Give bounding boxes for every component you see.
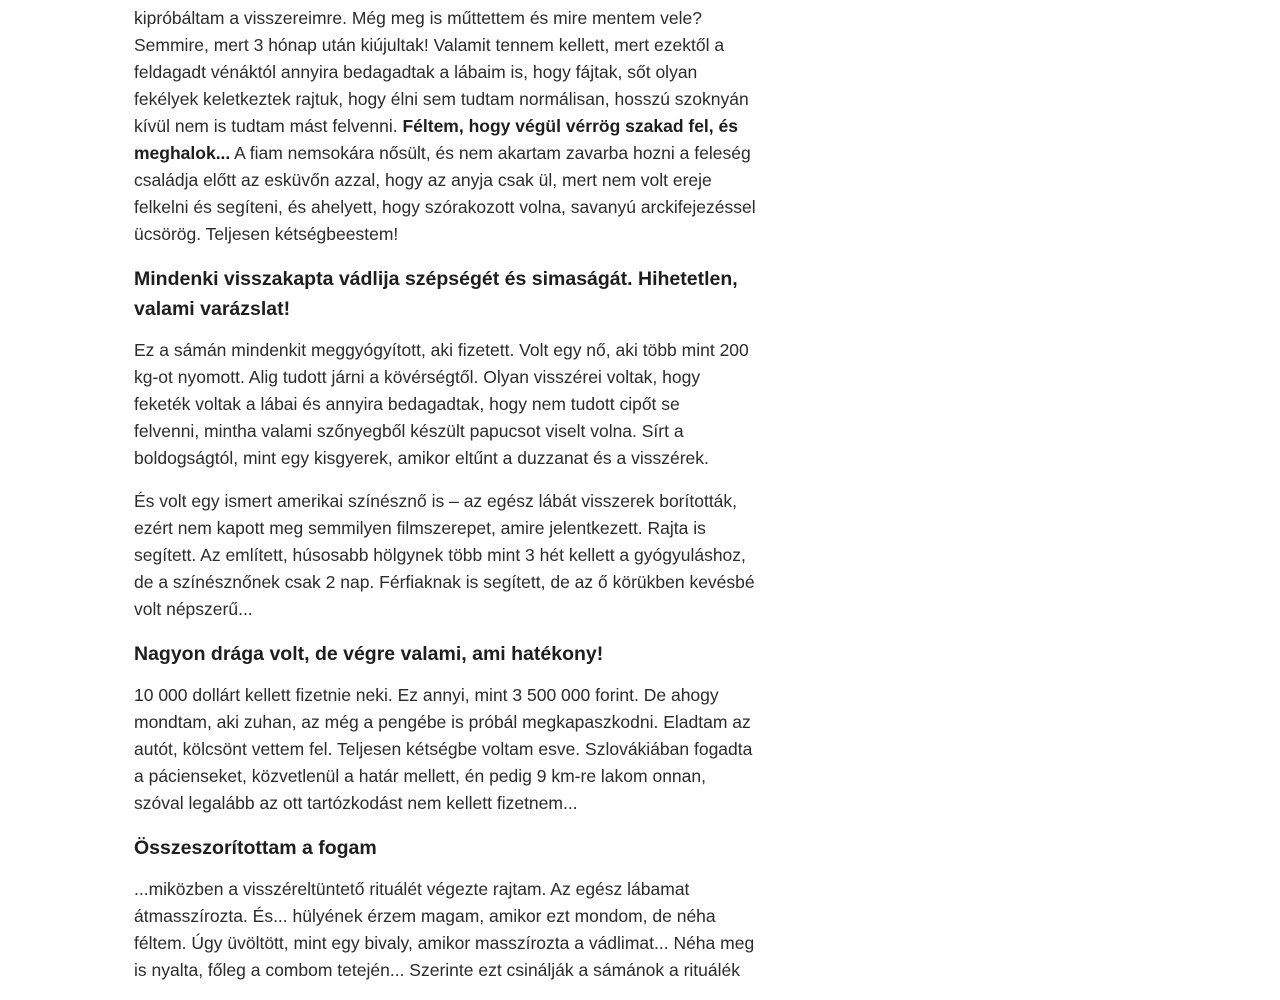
text-line: kipróbáltam a visszereimre. Még meg is műttettem és mire mentem vele? <box>134 8 702 28</box>
paragraph-5 <box>134 876 794 984</box>
section-heading-3 <box>134 833 794 863</box>
text-line: felvenni, mintha valami szőnyegből készült papucsot viselt volna. Sírt a <box>134 421 684 441</box>
text-line: Semmire, mert 3 hónap után kiújultak! Valamit tennem kellett, mert ezektől a <box>134 35 725 55</box>
text-line: És volt egy ismert amerikai színésznő is – az egész lábát visszerek borították, <box>134 491 738 511</box>
text-normal: kívül nem is tudtam mást felvenni. <box>134 116 403 136</box>
text-line: de a színésznőnek csak 2 nap. Férfiaknak is segített, de az ő körükben kevésbé <box>134 572 755 592</box>
text-line: a pácienseket, közvetlenül a határ mellett, én pedig 9 km-re lakom onnan, <box>134 766 706 786</box>
text-line: ücsörög. Teljesen kétségbeestem! <box>134 224 399 244</box>
text-line: fekélyek keletkeztek rajtuk, hogy élni sem tudtam normálisan, hosszú szoknyán <box>134 89 749 109</box>
text-line <box>134 113 794 140</box>
heading-line: valami varázslat! <box>134 298 291 320</box>
text-line: mondtam, aki zuhan, az még a pengébe is próbál megkapaszkodni. Eladtam az <box>134 712 751 732</box>
heading-line: Mindenki visszakapta vádlija szépségét és simaságát. Hihetetlen, <box>134 268 738 290</box>
text-line: ezért nem kapott meg semmilyen filmszerepet, amire jelentkezett. Rajta is <box>134 518 706 538</box>
text-line: segített. Az említett, húsosabb hölgynek több mint 3 hét kellett a gyógyuláshoz, <box>134 545 746 565</box>
heading-line: Nagyon drága volt, de végre valami, ami hatékony! <box>134 643 604 665</box>
paragraph-4 <box>134 682 794 817</box>
text-line: volt népszerű... <box>134 599 253 619</box>
text-line: szóval legalább az ott tartózkodást nem kellett fizetnem... <box>134 793 578 813</box>
section-heading-2 <box>134 639 794 669</box>
text-line: ...miközben a visszéreltüntető rituálét végezte rajtam. Az egész lábamat <box>134 879 690 899</box>
text-line: autót, kölcsönt vettem fel. Teljesen kétségbe voltam esve. Szlovákiában fogadta <box>134 739 753 759</box>
text-line: családja előtt az esküvőn azzal, hogy az anyja csak ül, mert nem volt ereje <box>134 170 712 190</box>
text-line: feldagadt vénáktól annyira bedagadtak a lábaim is, hogy fájtak, sőt olyan <box>134 62 698 82</box>
paragraph-2 <box>134 337 794 472</box>
text-line <box>134 140 794 167</box>
text-line: 10 000 dollárt kellett fizetnie neki. Ez annyi, mint 3 500 000 forint. De ahogy <box>134 685 719 705</box>
text-line: féltem. Úgy üvöltött, mint egy bivaly, amikor masszírozta a vádlimat... Néha meg <box>134 933 755 953</box>
article-body <box>134 5 794 1000</box>
text-normal: A fiam nemsokára nősült, és nem akartam zavarba hozni a feleség <box>230 143 751 163</box>
section-heading-1 <box>134 264 794 324</box>
text-line: kg-ot nyomott. Alig tudott járni a kövérségtől. Olyan visszérei voltak, hogy <box>134 367 701 387</box>
text-line: átmasszírozta. És... hülyének érzem magam, amikor ezt mondom, de néha <box>134 906 716 926</box>
text-bold: meghalok... <box>134 143 231 163</box>
text-line: is nyalta, főleg a combom tetején... Szerinte ezt csinálják a sámánok a rituálék <box>134 960 740 980</box>
text-line: Ez a sámán mindenkit meggyógyított, aki fizetett. Volt egy nő, aki több mint 200 <box>134 340 749 360</box>
text-line: boldogságtól, mint egy kisgyerek, amikor eltűnt a duzzanat és a visszérek. <box>134 448 709 468</box>
paragraph-1 <box>134 5 794 248</box>
text-bold: Féltem, hogy végül vérrög szakad fel, és <box>402 116 738 136</box>
paragraph-3 <box>134 488 794 623</box>
text-line: felkelni és segíteni, és ahelyett, hogy szórakozott volna, savanyú arckifejezéssel <box>134 197 756 217</box>
text-line: feketék voltak a lábai és annyira bedagadtak, hogy nem tudott cipőt se <box>134 394 680 414</box>
heading-line: Összeszorítottam a fogam <box>134 837 377 859</box>
